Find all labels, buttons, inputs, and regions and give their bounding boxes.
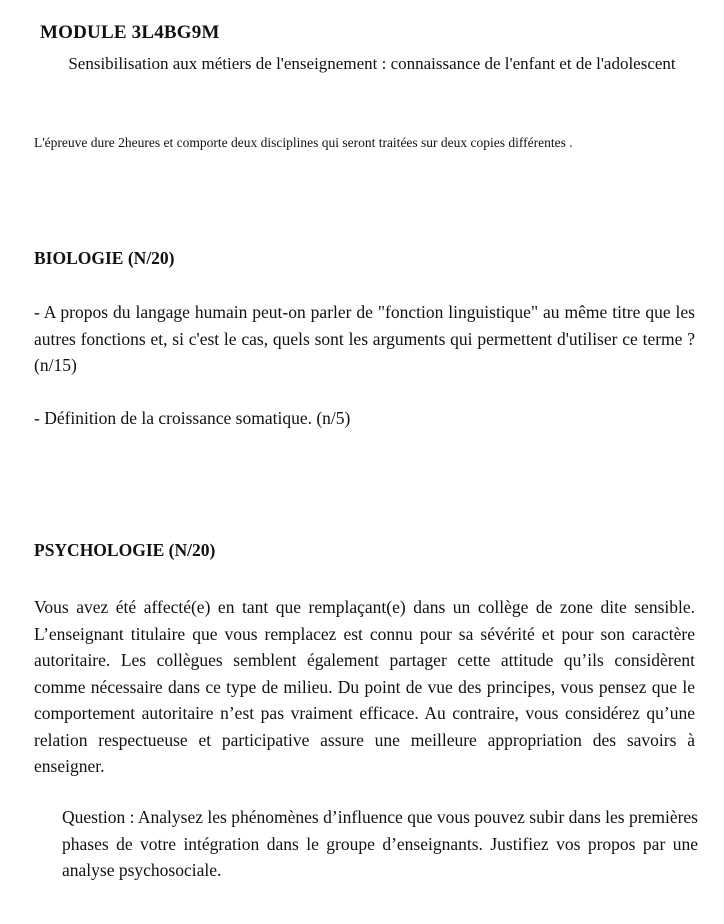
psychology-scenario: Vous avez été affecté(e) en tant que remplaçant(e) dans un collège de zone dite sensible. L’enseignant titulaire que vous remplacez est connu pour sa sévérité et pour son caractère autoritaire. Les collègues semblent également partager cette attitude qu’ils considèrent comme nécessaire dans ce type de milieu. Du point de vue des principes, vous pensez que le comportement autoritaire n’est pas vraiment efficace. Au contraire, vous considérez qu’une relation respectueuse et participative assure une meilleure appropriation des savoirs à enseigner. [34,597,695,776]
psychology-question: Question : Analysez les phénomènes d’influence que vous pouvez subir dans les premières phases de votre intégration dans le groupe d’enseignants. Justifiez vos propos par une analyse psychosociale. [62,807,698,880]
psychology-heading: PSYCHOLOGIE (N/20) [34,540,216,560]
exam-instructions: L'épreuve dure 2heures et comporte deux disciplines qui seront traitées sur deux copies différentes . [34,135,573,150]
biology-heading: BIOLOGIE (N/20) [34,248,175,268]
biology-question-1: - A propos du langage humain peut-on parler de "fonction linguistique" au même titre que les autres fonctions et, si c'est le cas, quels sont les arguments qui permettent d'utiliser ce terme ? (n/15) [34,302,695,375]
module-title: MODULE 3L4BG9M [40,22,220,43]
module-subtitle: Sensibilisation aux métiers de l'enseignement : connaissance de l'enfant et de l'adolescent [68,54,676,73]
biology-question-2: - Définition de la croissance somatique. (n/5) [34,408,351,428]
